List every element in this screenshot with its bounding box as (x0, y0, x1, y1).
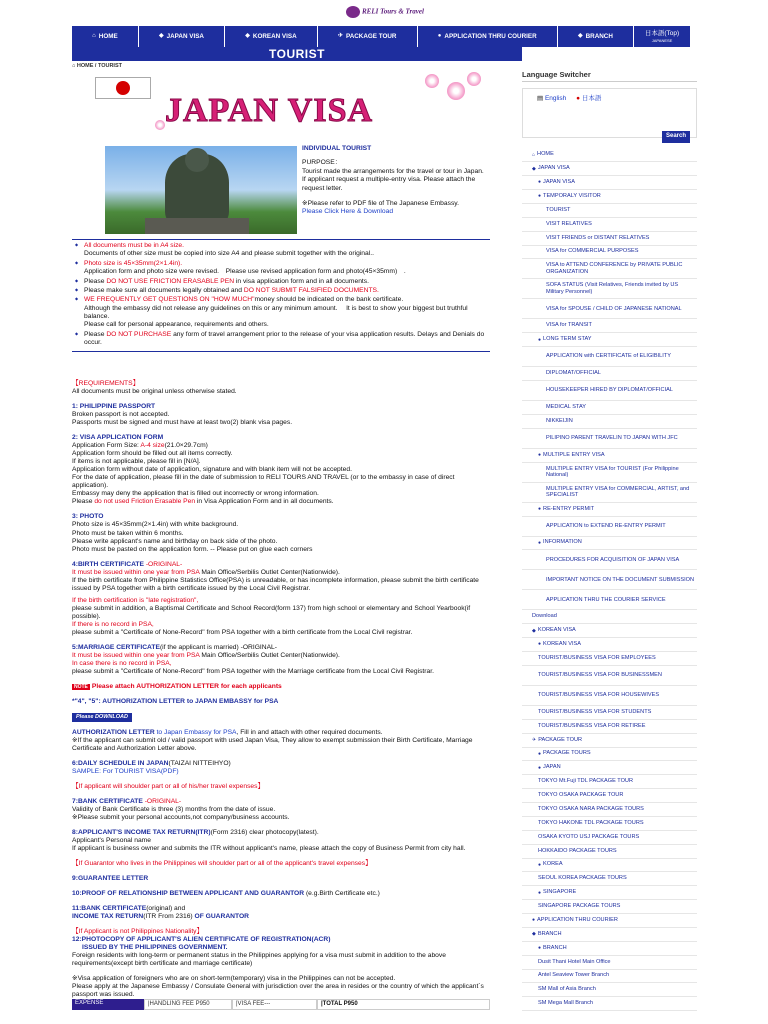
sidebar-item-label: SM Mega Mall Branch (538, 1000, 594, 1007)
sidebar-item[interactable] (522, 706, 697, 720)
sidebar-item[interactable] (522, 928, 697, 942)
sidebar-item[interactable] (522, 652, 697, 666)
diamond-icon: ◆ (245, 32, 250, 39)
intro-section: INDIVIDUAL TOURIST PURPOSE： Tourist made the arrangements for the travel or tour in Japan. If applicant request a multiple-entry visa. Please attach the request letter. ※Please refer to PDF file of The Japanese Embassy. Please Click Here & Download (302, 145, 492, 217)
dot-icon: ● (538, 505, 542, 512)
us-flag-icon: ▤ (537, 95, 544, 103)
sidebar-item-label: TOKYO Mt.Fuji TDL PACKAGE TOUR (538, 778, 634, 785)
sidebar-menu (522, 148, 697, 1011)
sidebar-item[interactable] (522, 299, 697, 319)
search-button[interactable]: Search (662, 131, 690, 143)
sidebar-item-label: VISA for SPOUSE / CHILD OF JAPANESE NATIONAL (546, 305, 682, 312)
sidebar-item-label: HOME (537, 151, 554, 158)
sidebar-item-label: TOURIST (546, 206, 571, 213)
sidebar-item-label: SM Mall of Asia Branch (538, 986, 596, 993)
sidebar-item-label: APPLICATION to EXTEND RE-ENTRY PERMIT (546, 522, 666, 529)
sidebar-item-label: SOFA STATUS (Visit Relatives, Friends invited by US Military Personnel) (546, 282, 679, 295)
sidebar-item-label: VISA for COMMERCIAL PURPOSES (546, 248, 639, 255)
sidebar-item[interactable] (522, 463, 697, 483)
sidebar-item[interactable] (522, 748, 697, 762)
plane-icon: ✈ (532, 736, 537, 743)
expense-table (72, 999, 490, 1010)
breadcrumb: ⌂ HOME / TOURIST (72, 63, 122, 69)
nav-japanese[interactable]: 日本語(Top) JAPANESE (634, 26, 690, 47)
sidebar-item-label: MEDICAL STAY (546, 403, 586, 410)
sidebar-item[interactable] (522, 666, 697, 686)
sidebar-item[interactable] (522, 232, 697, 246)
sidebar-item-label: PROCEDURES FOR ACQUISITION OF JAPAN VISA (546, 556, 680, 563)
sidebar-item-label: TOKYO OSAKA PACKAGE TOUR (538, 792, 624, 799)
sidebar-item[interactable] (522, 537, 697, 551)
sidebar-item-label: TOURIST/BUSINESS VISA FOR HOUSEWIVES (538, 692, 660, 699)
sidebar-item-label: SINGAPORE (543, 889, 577, 896)
list-item: ◆ Please make sure all documents legally obtained and DO NOT SUBMIT FALSIFIED DOCUMENTS. (72, 287, 490, 295)
sidebar-item[interactable] (522, 590, 697, 610)
sidebar-item[interactable] (522, 517, 697, 537)
sidebar-item-label: KOREAN VISA (543, 641, 581, 648)
sidebar-item[interactable] (522, 970, 697, 984)
sidebar-item[interactable] (522, 789, 697, 803)
breadcrumb-home[interactable]: HOME (76, 63, 94, 69)
home-icon: ⌂ (72, 63, 76, 69)
list-item: ◆ Photo size is 45×35mm(2×1.4in). Application form and photo size were revised. Please use revised application form and photo(45×35mm) . (72, 260, 490, 277)
sidebar-item[interactable] (522, 259, 697, 279)
sidebar-item-label: VISIT RELATIVES (546, 220, 592, 227)
plane-icon: ✈ (337, 32, 343, 39)
sidebar-item[interactable] (522, 845, 697, 859)
sidebar-item-label: PILIPINO PARENT TRAVELIN TO JAPAN WITH JFC (546, 435, 678, 442)
sidebar-item-label: DIPLOMAT/OFFICIAL (546, 370, 601, 377)
sidebar-item-label: MULTIPLE ENTRY VISA for TOURIST (For Philippine National) (546, 465, 679, 479)
visa-fee: |VISA FEE--- (232, 999, 317, 1010)
nav-home[interactable]: ⌂ HOME (72, 26, 138, 47)
dot-icon: ● (538, 861, 542, 868)
sidebar-item-label: VISA for TRANSIT (546, 322, 592, 329)
dot-icon: ● (538, 889, 542, 896)
sidebar-item-label: Dusit Thani Hotel Main Office (538, 958, 611, 965)
sidebar-item[interactable] (522, 483, 697, 503)
sidebar-item-label: KOREAN VISA (537, 627, 576, 634)
sidebar-item[interactable] (522, 638, 697, 652)
sidebar-item[interactable] (522, 190, 697, 204)
sidebar-item[interactable] (522, 914, 697, 928)
list-item: ◆ All documents must be in A4 size. Documents of other size must be copied into size A4 and please submit together with the original.. (72, 242, 490, 259)
great-buddha-photo (105, 146, 297, 234)
sidebar-item-label: APPLICATION THRU THE COURIER SERVICE (546, 596, 666, 603)
sidebar-item-label: TOURIST/BUSINESS VISA FOR RETIREE (538, 722, 646, 729)
sidebar-item[interactable] (522, 367, 697, 381)
sidebar-item-label: LONG TERM STAY (543, 336, 592, 343)
sidebar-item[interactable] (522, 218, 697, 232)
diamond-icon: ◆ (577, 32, 583, 39)
sidebar-item-label: MULTIPLE ENTRY VISA for COMMERCIAL, ARTIST, and SPECIALIST (546, 485, 690, 499)
nav-application-courier[interactable]: ● APPLICATION THRU COURIER (418, 26, 557, 47)
cherry-blossom-icon (447, 82, 465, 100)
sidebar-item[interactable] (522, 279, 697, 299)
dot-icon: ● (538, 539, 542, 546)
sidebar-item[interactable] (522, 449, 697, 463)
sidebar-item[interactable] (522, 319, 697, 333)
sidebar-item-label: JAPAN VISA (537, 165, 570, 172)
sidebar-item[interactable] (522, 162, 697, 176)
sidebar-item[interactable] (522, 204, 697, 218)
sidebar-item-label: TOURIST/BUSINESS VISA FOR BUSINESSMEN (538, 672, 662, 679)
sample-pdf-link[interactable]: SAMPLE: For TOURIST VISA(PDF) (72, 767, 179, 775)
sidebar-item[interactable] (522, 997, 697, 1011)
sidebar-item[interactable] (522, 734, 697, 748)
home-icon: ⌂ (532, 151, 536, 158)
expense-label: EXPENSE (72, 999, 144, 1010)
lang-japanese[interactable]: 日本語 (581, 95, 602, 103)
sidebar-item[interactable] (522, 956, 697, 970)
dot-icon: ● (538, 764, 542, 771)
dot-icon: ● (437, 32, 442, 39)
language-switcher-title: Language Switcher (522, 70, 697, 82)
sidebar-item[interactable] (522, 720, 697, 734)
sidebar-item[interactable] (522, 429, 697, 449)
sidebar-item-label: Download (532, 613, 557, 620)
sidebar-item-label: TOURIST/BUSINESS VISA FOR EMPLOYEES (538, 654, 656, 661)
note-badge: NOTE (74, 684, 88, 690)
sidebar-item-label: HOKKAIDO PACKAGE TOURS (538, 847, 617, 854)
dot-icon: ● (532, 917, 536, 924)
sidebar-item[interactable] (522, 176, 697, 190)
sidebar-item[interactable] (522, 550, 697, 570)
logo-text: RELI Tours & Travel (362, 7, 424, 16)
sidebar-item-label: TEMPORALY VISITOR (543, 192, 601, 199)
sidebar-item[interactable] (522, 246, 697, 260)
sidebar-item-label: NIKKEIJIN (546, 417, 573, 424)
download-button[interactable]: Please DOWNLOAD (72, 713, 132, 722)
sidebar-item-label: RE-ENTRY PERMIT (543, 505, 595, 512)
diamond-icon: ◆ (532, 931, 536, 938)
japan-flag-icon (95, 77, 151, 99)
requirements-section: 【REQUIREMENTS】 All documents must be original unless otherwise stated. 1: PHILIPPINE PASSPORT Broken passport is not accepted. Passports must be signed and must have at least two(2) blank visa pages. 2: VISA APPLICATION FORM Application Form Size: A-4 size(21.0×29.7cm) Application form should be filled out all items correctly. If items is not applicable, please fill in [N/A]. Application form without date of application, signature and with blank item will not be accepted. For the date of application, please fill in the date of submission to RELI TOURS AND TRAVEL (or to the embassy in case of direct application). Embassy may deny the application that is filled out incorrectly or wrong information. Please do not used Friction Erasable Pen in Visa Application Form and in all documents. 3: PHOTO Photo size is 45×35mm(2×1.4in) with white background. Photo must be taken within 6 months. Please write applicant's name and birthday on back side of the photo. Photo must be pasted on the application form. -- Please put on glue each corners 4:BIRTH CERTIFICATE -ORIGINAL- It must be issued within one year from PSA Main Office/Serbilis Outlet Center(Nationwide). If the birth certificate from Philippine Statistics Office(PSA) is unreadable, or has incomplete information, please submit the birth certificate issued by PSA together with a birth certificate issued by the Local Civil Registrar. If the birth certification is "late registration", please submit in addition, a Baptismal Certificate and School Record(form 137) from high school or elementary and School Yearbook(if possible). If there is no record in PSA, please submit a "Certificate of None-Record" from PSA together with a birth certificate from the Local Civil registrar. 5:MARRIAGE CERTIFICATE(if the applicant is married) -ORIGINAL- It must be issued within one year from PSA Main Office/Serbilis Outlet Center(Nationwide). In case there is no record in PSA, please submit a "Certificate of None-Record" from PSA together with the Marriage certificate from the Local Civil Registrar. NOTE Please attach AUTHORIZATION LETTER for each applicants *"4", "5": AUTHORIZATION LETTER to JAPAN EMBASSY for PSA Please DOWNLOAD AUTHORIZATION LETTER to Japan Embassy for PSA, Fill in and attach with other required documents. ※If the applicant can submit old / valid passport with used Japan Visa, They allow to exempt submission their Birth Certificate, Marriage Certificate and Authorization Letter above. 6:DAILY SCHEDULE IN JAPAN(TAIZAI NITTEIHYO) SAMPLE: For TOURIST VISA(PDF) 【If applicant will shoulder part or all of his/her travel expenses】 7:BANK CERTIFICATE -ORIGINAL- Validity of Bank Certificate is three (3) months from the date of issue. ※Please submit your personal accounts,not company/business accounts. 8:APPLICANT'S INCOME TAX RETURN(ITR)(Form 2316) clear photocopy(latest). Applicant's Personal name If applicant is business owner and submits the ITR without applicant's name, please attach the copy of Business Permit from city hall. 【If Guarantor who lives in the Philippines will shoulder part or all of the applicant's travel expenses】 9:GUARANTEE LETTER 10:PROOF OF RELATIONSHIP BETWEEN APPLICANT AND GUARANTOR (e.g.Birth Certificate etc.) 11:BANK CERTIFICATE(original) and INCOME TAX RETURN(ITR From 2316) OF GUARANTOR 【If Applicant is not Philippines Nationality】 12:PHOTOCOPY OF APPLICANT'S ALIEN CERTIFICATE OF REGISTRATION(ACR) ISSUED BY THE PHILIPPINES GOVERNMENT. Foreign residents with long-term or permanent status in the Philippines applying for a visa must submit in addition to the above requirements(except birth certificate and marriage certificate) ※Visa application of foreigners who are on short-term(temporary) visa in the Philippines can not be accepted. Please apply at the Japanese Embassy / Consulate General with jurisdiction over the area in resides or the country of which the applicant`s passport was issued. (72, 380, 492, 999)
sidebar-item[interactable] (522, 347, 697, 367)
sidebar-item[interactable] (522, 570, 697, 590)
main-nav (72, 26, 690, 47)
sidebar-item-label: OSAKA KYOTO USJ PACKAGE TOURS (538, 833, 640, 840)
sidebar-item-label: Antel Seaview Tower Branch (538, 972, 610, 979)
pdf-download-link[interactable]: Please Click Here & Download (302, 208, 394, 216)
sidebar-item-label: SINGAPORE PACKAGE TOURS (538, 903, 621, 910)
lang-english[interactable]: English (544, 95, 567, 103)
dot-icon: ● (538, 336, 542, 343)
page-title: TOURIST (72, 47, 522, 61)
nav-korean-visa[interactable]: ◆ KOREAN VISA (225, 26, 317, 47)
sidebar-item[interactable] (522, 333, 697, 347)
sidebar-item[interactable] (522, 900, 697, 914)
hero-title: JAPAN VISA (165, 92, 374, 129)
dot-icon: ● (538, 452, 542, 459)
sidebar-item-label: MULTIPLE ENTRY VISA (543, 451, 605, 458)
sidebar-item-label: KOREA (543, 861, 563, 868)
dot-icon: ● (538, 193, 542, 200)
sidebar-item[interactable] (522, 624, 697, 638)
sidebar-item-label: VISIT FRIENDS or DISTANT RELATIVES (546, 234, 650, 241)
sidebar-item[interactable] (522, 401, 697, 415)
sidebar-item-label: PACKAGE TOUR (538, 736, 583, 743)
sidebar-item-label: TOURIST/BUSINESS VISA FOR STUDENTS (538, 708, 652, 715)
japan-flag-icon: ● (576, 95, 581, 103)
breadcrumb-current: TOURIST (97, 63, 122, 69)
diamond-icon: ◆ (159, 32, 164, 39)
authorization-letter-link[interactable]: AUTHORIZATION LETTER (72, 728, 155, 736)
sidebar-item-label: VISA to ATTEND CONFERENCE by PRIVATE PUBLIC ORGANIZATION (546, 262, 683, 275)
sidebar-item-label: HOUSEKEEPER HIRED BY DIPLOMAT/OFFICIAL (546, 387, 673, 394)
language-switcher (522, 88, 697, 138)
sidebar-item-label: TOKYO HAKONE TDL PACKAGE TOURS (538, 819, 644, 826)
sidebar-item[interactable] (522, 761, 697, 775)
sidebar-item[interactable] (522, 503, 697, 517)
sidebar-item-label: SEOUL KOREA PACKAGE TOURS (538, 875, 627, 882)
dot-icon: ● (538, 750, 542, 757)
sidebar-item-label: IMPORTANT NOTICE ON THE DOCUMENT SUBMISSION (546, 576, 695, 583)
sidebar-item[interactable] (522, 610, 697, 624)
intro-heading: INDIVIDUAL TOURIST (302, 145, 372, 152)
nav-package-tour[interactable]: ✈ PACKAGE TOUR (318, 26, 417, 47)
sidebar-item[interactable] (522, 831, 697, 845)
site-logo[interactable] (335, 6, 435, 24)
logo-mark-icon (346, 6, 360, 18)
dot-icon: ● (538, 641, 542, 648)
sidebar-item-label: INFORMATION (543, 539, 582, 546)
sidebar-item[interactable] (522, 942, 697, 956)
sidebar-item-label: BRANCH (543, 944, 567, 951)
sidebar-item[interactable] (522, 886, 697, 900)
list-item: ◆ Please DO NOT USE FRICTION ERASABLE PEN in visa application form and in all documents. (72, 278, 490, 286)
sidebar-item[interactable] (522, 859, 697, 873)
dot-icon: ● (538, 945, 542, 952)
sidebar-item-label: JAPAN VISA (543, 179, 575, 186)
home-icon: ⌂ (92, 32, 96, 39)
sidebar-item[interactable] (522, 686, 697, 706)
cherry-blossom-icon (425, 74, 439, 88)
sidebar-item-label: APPLICATION with CERTIFICATE of ELIGIBILITY (546, 353, 671, 360)
sidebar-item-label: APPLICATION THRU COURIER (537, 916, 618, 923)
sidebar (522, 70, 697, 1011)
total-fee: |TOTAL P950 (317, 999, 490, 1010)
sidebar-item[interactable] (522, 775, 697, 789)
diamond-icon: ◆ (532, 627, 536, 634)
sidebar-item[interactable] (522, 817, 697, 831)
hero-banner (95, 72, 495, 142)
sidebar-item-label: TOKYO OSAKA NARA PACKAGE TOURS (538, 805, 644, 812)
sidebar-item-label: PACKAGE TOURS (543, 750, 591, 757)
nav-branch[interactable]: ◆ BRANCH (558, 26, 633, 47)
sidebar-item[interactable] (522, 803, 697, 817)
cherry-blossom-icon (467, 72, 481, 86)
cherry-blossom-icon (155, 120, 165, 130)
sidebar-item[interactable] (522, 983, 697, 997)
sidebar-item-label: BRANCH (537, 930, 562, 937)
list-item: ◆ Please DO NOT PURCHASE any form of travel arrangement prior to the release of your visa application results. Delays and Denials do occur. (72, 331, 490, 348)
sidebar-item[interactable] (522, 381, 697, 401)
notice-list (72, 239, 490, 352)
list-item: ◆ WE FREQUENTLY GET QUESTIONS ON "HOW MUCH"money should be indicated on the bank certificate. Although the embassy did not release any guidelines on this or any minimum amount. It is best to show your biggest but truthful balance. Please call for personal appearance, requirements and others. (72, 296, 490, 330)
dot-icon: ● (538, 179, 542, 186)
sidebar-item-label: JAPAN (543, 764, 561, 771)
sidebar-item[interactable] (522, 148, 697, 162)
nav-japan-visa[interactable]: ◆ JAPAN VISA (139, 26, 224, 47)
handling-fee: |HANDLING FEE P950 (144, 999, 232, 1010)
diamond-icon: ◆ (532, 165, 536, 172)
sidebar-item[interactable] (522, 415, 697, 429)
sidebar-item[interactable] (522, 872, 697, 886)
